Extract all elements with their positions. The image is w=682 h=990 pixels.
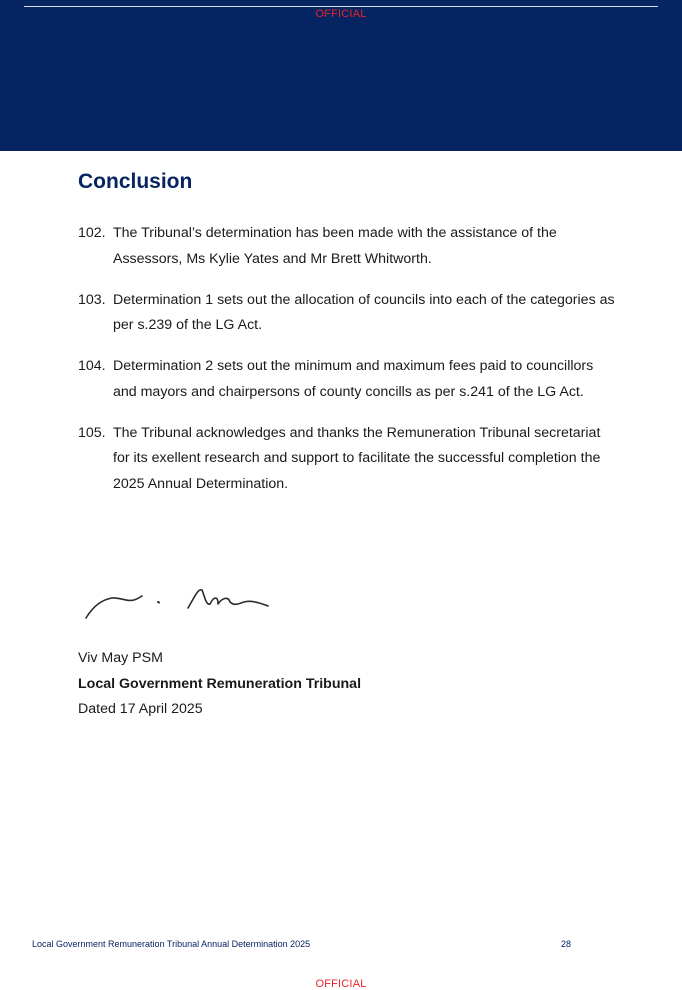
section-heading: Conclusion	[78, 170, 193, 193]
security-marking-bottom: OFFICIAL	[315, 978, 367, 990]
signature-block	[78, 646, 361, 723]
paragraph-number: 105.	[78, 424, 106, 441]
signatory-name: Viv May PSM	[78, 650, 163, 666]
signatory-organisation: Local Government Remuneration Tribunal	[78, 675, 362, 692]
paragraph-104	[78, 354, 618, 405]
paragraph-103	[78, 288, 618, 339]
signature-date: Dated 17 April 2025	[78, 701, 203, 717]
paragraph-number: 104.	[78, 358, 106, 374]
header-band	[0, 0, 682, 151]
paragraph-list	[78, 221, 618, 513]
paragraph-number: 103.	[78, 291, 106, 308]
handwritten-signature	[82, 582, 282, 622]
paragraph-text: The Tribunal’s determination has been made with the assistance of the Assessors, Ms Kylie Yates and Mr Brett Whitworth.	[113, 225, 557, 267]
header-rule	[24, 6, 658, 7]
page-number: 28	[561, 939, 572, 949]
footer-title: Local Government Remuneration Tribunal Annual Determination 2025	[32, 939, 311, 949]
paragraph-text: Determination 1 sets out the allocation of councils into each of the categories as per s.239 of the LG Act.	[113, 291, 615, 333]
paragraph-105	[78, 421, 618, 498]
paragraph-102	[78, 221, 618, 272]
paragraph-text: The Tribunal acknowledges and thanks the Remuneration Tribunal secretariat for its exellent research and support to facilitate the successful completion the 2025 Annual Determination.	[113, 424, 601, 492]
security-marking-top: OFFICIAL	[315, 8, 367, 20]
paragraph-text: Determination 2 sets out the minimum and maximum fees paid to councillors and mayors and chairpersons of county concills as per s.241 of the LG Act.	[113, 358, 594, 400]
paragraph-number: 102.	[78, 225, 106, 241]
